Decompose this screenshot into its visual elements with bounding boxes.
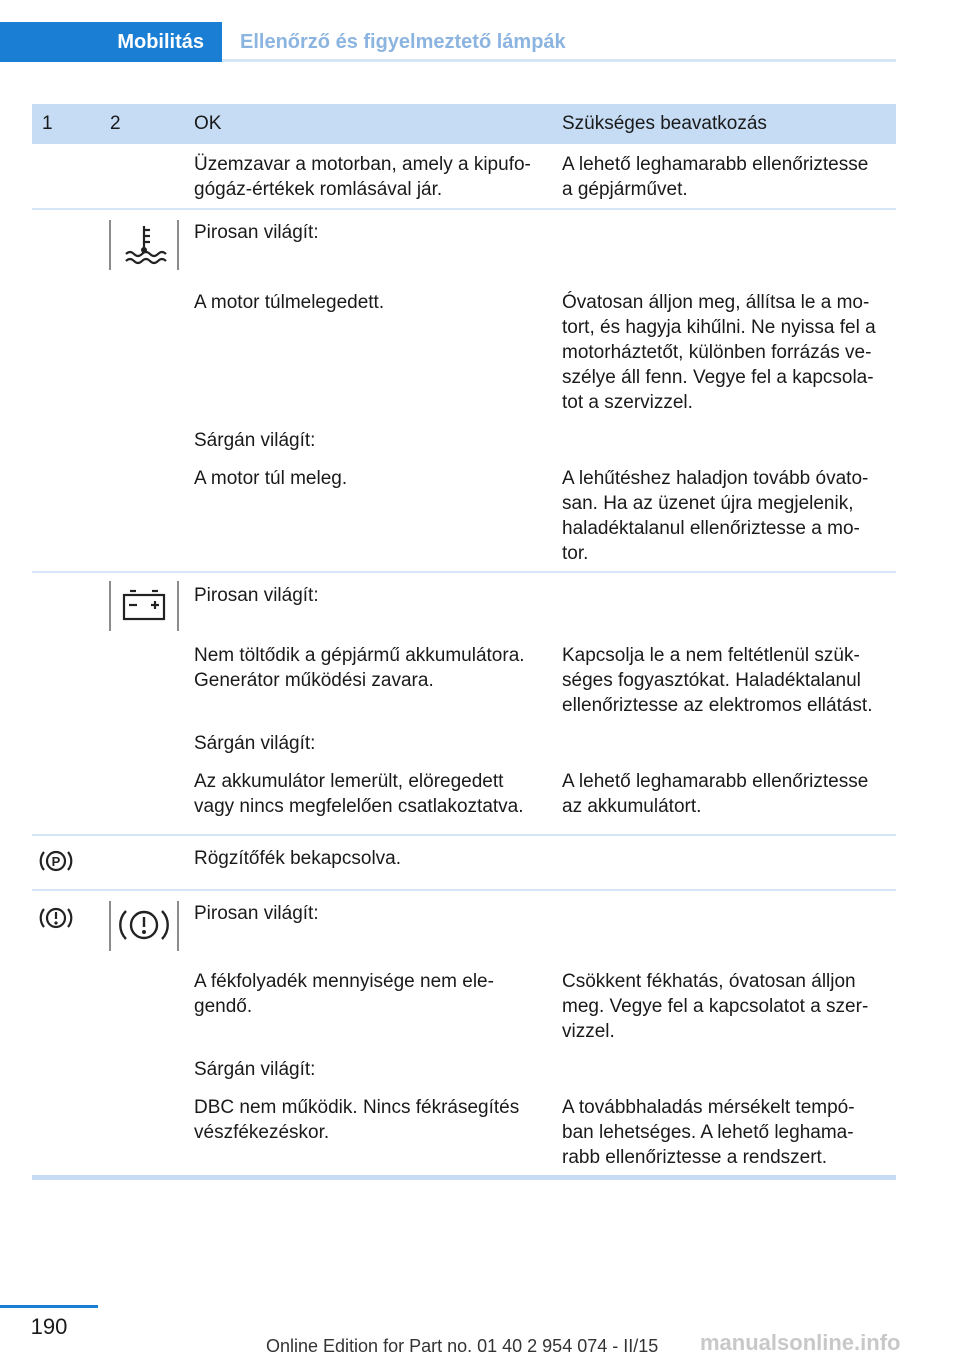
red-ok-text: A motor túlmelegedett. bbox=[194, 292, 385, 313]
red-action-text: Kapcsolja le a nem feltétlenül szük‐ séges fogyasztókat. Haladéktalanul ellenőriztesse az elektromos ellátást. bbox=[562, 645, 873, 716]
red-label: Pirosan világít: bbox=[194, 585, 319, 606]
yellow-label: Sárgán világít: bbox=[194, 430, 316, 451]
watermark: manualsonline.info bbox=[700, 1330, 901, 1355]
table-row bbox=[32, 836, 896, 891]
page-header bbox=[0, 0, 960, 62]
table-bottom-rule bbox=[32, 1175, 896, 1180]
red-label: Pirosan világít: bbox=[194, 903, 319, 924]
red-label: Pirosan világít: bbox=[194, 222, 319, 243]
col-header-1: 1 bbox=[42, 113, 53, 134]
battery-icon bbox=[106, 579, 182, 633]
row-action-text: A lehető leghamarabb ellenőriztesse a gépjárművet. bbox=[562, 154, 869, 200]
page-number: 190 bbox=[30, 1314, 68, 1339]
yellow-action-text: A továbbhaladás mérsékelt tempó‐ ban lehetséges. A lehető leghama‐ rabb ellenőriztesse a rendszert. bbox=[562, 1097, 855, 1168]
warning-lights-table bbox=[32, 104, 896, 1180]
table-row bbox=[32, 891, 896, 1175]
red-action-text: Csökkent fékhatás, óvatosan álljon meg. Vegye fel a kapcsolatot a szer‐ vizzel. bbox=[562, 971, 869, 1042]
col-header-action: Szükséges beavatkozás bbox=[562, 113, 767, 134]
red-action-text: Óvatosan álljon meg, állítsa le a mo‐ tort, és hagyja kihűlni. Ne nyissa fel a motorháztetőt, különben forrázás ve‐ szélye áll fenn. Vegye fel a kapcsola‐ tot a szervizzel. bbox=[562, 292, 876, 413]
yellow-action-text: A lehető leghamarabb ellenőriztesse az akkumulátort. bbox=[562, 771, 869, 817]
edition-footer: Online Edition for Part no. 01 40 2 954 074 - II/15 bbox=[266, 1336, 659, 1356]
yellow-ok-text: Az akkumulátor lemerült, elöregedett vagy nincs megfelelően csatlakoztatva. bbox=[194, 771, 524, 817]
yellow-label: Sárgán világít: bbox=[194, 733, 316, 754]
red-ok-text: A fékfolyadék mennyisége nem ele‐ gendő. bbox=[194, 971, 494, 1017]
svg-text:P: P bbox=[51, 854, 61, 869]
header-rule bbox=[222, 59, 896, 62]
brake-warning-icon bbox=[106, 899, 182, 953]
parking-brake-icon bbox=[38, 846, 74, 876]
section-tab: Mobilitás bbox=[0, 22, 222, 62]
chapter-title: Ellenőrző és figyelmeztető lámpák bbox=[240, 31, 566, 53]
red-ok-text: Nem töltődik a gépjármű akkumulátora. Generátor működési zavara. bbox=[194, 645, 525, 691]
table-header bbox=[32, 104, 896, 144]
col-header-ok: OK bbox=[194, 113, 222, 134]
row-ok-text: Üzemzavar a motorban, amely a kipufo‐ gógáz-értékek romlásával jár. bbox=[194, 154, 531, 200]
yellow-label: Sárgán világít: bbox=[194, 1059, 316, 1080]
table-row bbox=[32, 144, 896, 210]
col-header-2: 2 bbox=[110, 113, 121, 134]
yellow-ok-text: DBC nem működik. Nincs fékrásegítés vészfékezéskor. bbox=[194, 1097, 520, 1143]
table-row bbox=[32, 210, 896, 573]
page-number-rule bbox=[0, 1305, 98, 1308]
coolant-temperature-icon bbox=[106, 218, 182, 272]
yellow-action-text: A lehűtéshez haladjon tovább óvato‐ san. Ha az üzenet újra megjelenik, haladéktalanul ellenőriztesse a mo‐ tor. bbox=[562, 468, 869, 564]
table-row bbox=[32, 573, 896, 836]
brake-warning-icon bbox=[38, 903, 74, 933]
row-ok-text: Rögzítőfék bekapcsolva. bbox=[194, 848, 402, 869]
yellow-ok-text: A motor túl meleg. bbox=[194, 468, 348, 489]
